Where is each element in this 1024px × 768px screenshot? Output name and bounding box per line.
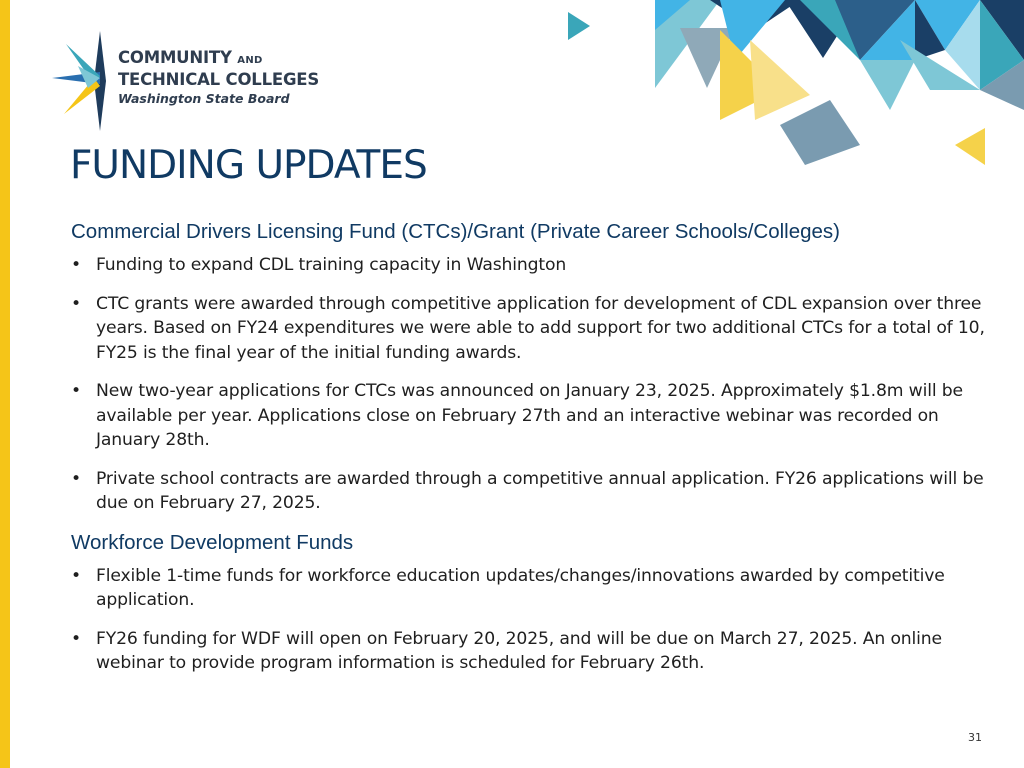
logo-community: COMMUNITY [118,48,232,67]
star-logo-icon [48,26,118,136]
logo-technical-colleges: TECHNICAL COLLEGES [118,70,320,89]
list-item: • Funding to expand CDL training capacity in Washington [71,253,991,278]
list-item: • Flexible 1-time funds for workforce education updates/changes/innovations awarded by competitive application. [71,564,991,613]
list-item: • New two-year applications for CTCs was announced on January 23, 2025. Approximately $1.8m will be available per year. Applications close on February 27th and an interactive webinar was recorded on January 28th. [71,379,991,453]
list-item: • CTC grants were awarded through competitive application for development of CDL expansion over three years. Based on FY24 expenditures we were able to add support for two additional CTCs for a total of 10, FY25 is the final year of the initial funding awards. [71,292,991,366]
left-accent-bar [0,0,10,768]
logo-wordmark [118,48,319,108]
section-heading-workforce-funds: Workforce Development Funds [71,530,354,554]
page-number: 31 [968,731,982,744]
slide-content [71,219,991,690]
wdf-bullet-list [71,564,991,676]
sbctc-logo [48,26,348,136]
slide-title: FUNDING UPDATES [70,143,427,188]
list-item: • FY26 funding for WDF will open on February 20, 2025, and will be due on March 27, 2025. An online webinar to provide program information is scheduled for February 26th. [71,627,991,676]
section-heading-cdl-fund: Commercial Drivers Licensing Fund (CTCs)/Grant (Private Career Schools/Colleges) [71,220,840,243]
list-item: • Private school contracts are awarded through a competitive annual application. FY26 applications will be due on February 27, 2025. [71,467,991,516]
cdl-bullet-list [71,253,991,516]
logo-and: AND [237,55,263,66]
decorative-triangles [560,0,1024,175]
logo-state-board: Washington State Board [118,91,290,106]
